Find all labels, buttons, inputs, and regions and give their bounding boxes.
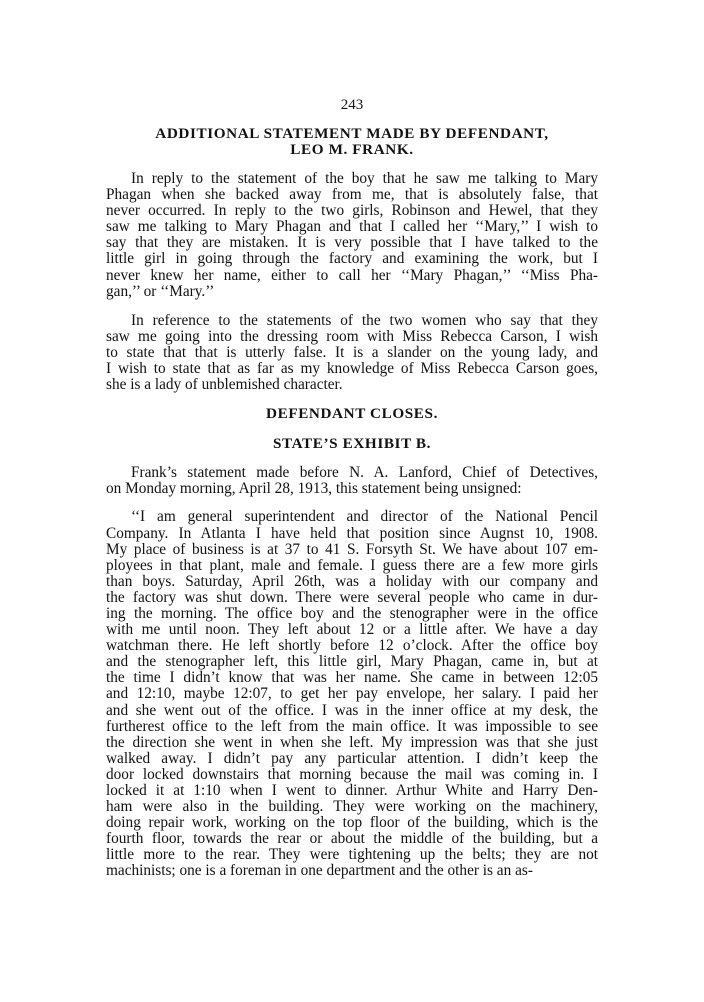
text-line: I wish to state that as far as my knowledge of Miss Rebecca Carson goes, bbox=[106, 360, 598, 378]
heading-defendant-closes: DEFENDANT CLOSES. bbox=[266, 405, 438, 423]
text-line: the factory was shut down. There were several people who came in dur- bbox=[106, 588, 598, 606]
text-line: never occurred. In reply to the two girls, Robinson and Hewel, that they bbox=[106, 202, 598, 220]
text-line: Frank’s statement made before N. A. Lanford, Chief of Detectives, bbox=[131, 464, 598, 482]
text-line: Company. In Atlanta I have held that position since Augnst 10, 1908. bbox=[106, 524, 598, 542]
paragraph-frank-statement bbox=[106, 509, 598, 879]
text-line: to state that that is utterly false. It is a slander on the young lady, and bbox=[106, 343, 598, 361]
text-line: walked away. I didn’t pay any particular attention. I didn’t keep the bbox=[106, 749, 598, 767]
text-line: saw me going into the dressing room with Miss Rebecca Carson, I wish bbox=[106, 327, 598, 345]
text-line: and she went out of the office. I was in the inner office at my desk, the bbox=[106, 701, 598, 719]
text-line: ham were also in the building. They were working on the machinery, bbox=[106, 798, 598, 816]
text-line: say that they are mistaken. It is very possible that I have talked to the bbox=[106, 234, 598, 252]
text-line: furtherest office to the left from the main office. It was impossible to see bbox=[106, 717, 598, 735]
text-line: ployees in that plant, male and female. I guess there are a few more girls bbox=[106, 556, 598, 574]
page-number: 243 bbox=[340, 97, 364, 113]
text-line: ‘‘I am general superintendent and director of the National Pencil bbox=[131, 508, 598, 526]
text-line: never knew her name, either to call her ‘‘Mary Phagan,’’ ‘‘Miss Pha- bbox=[106, 266, 598, 284]
text-line: doing repair work, working on the top floor of the building, which is the bbox=[106, 814, 598, 832]
text-line: than boys. Saturday, April 26th, was a holiday with our company and bbox=[106, 572, 598, 590]
text-line: saw me talking to Mary Phagan and that I called her ‘‘Mary,’’ I wish to bbox=[106, 218, 598, 236]
text-line: My place of business is at 37 to 41 S. Forsyth St. We have about 107 em- bbox=[106, 540, 598, 558]
text-line: and the stenographer left, this little girl, Mary Phagan, came in, but at bbox=[106, 653, 598, 671]
text-line: In reference to the statements of the two women who say that they bbox=[131, 311, 598, 329]
text-line: on Monday morning, April 28, 1913, this statement being unsigned: bbox=[106, 480, 522, 498]
text-line: In reply to the statement of the boy that he saw me talking to Mary bbox=[131, 170, 598, 187]
paragraph-reply-to-boy bbox=[106, 171, 598, 300]
text-line: gan,’’ or ‘‘Mary.’’ bbox=[106, 282, 215, 300]
text-line: watchman there. He left shortly before 12 o’clock. After the office boy bbox=[106, 637, 598, 655]
text-line: little girl in going through the factory and examining the work, but I bbox=[106, 250, 598, 268]
text-line: Phagan when she backed away from me, that is absolutely false, that bbox=[106, 186, 598, 204]
section-title-line-2: LEO M. FRANK. bbox=[290, 141, 414, 158]
text-line: little more to the rear. They were tightening up the belts; they are not bbox=[106, 846, 598, 864]
text-line: she is a lady of unblemished character. bbox=[106, 376, 343, 394]
text-line: locked it at 1:10 when I went to dinner. Arthur White and Harry Den- bbox=[106, 782, 598, 799]
text-line: and 12:10, maybe 12:07, to get her pay envelope, her salary. I paid her bbox=[106, 685, 598, 703]
text-line: with me until noon. They left about 12 or a little after. We have a day bbox=[106, 621, 598, 639]
text-line: fourth floor, towards the rear or about the middle of the building, but a bbox=[106, 830, 598, 848]
paragraph-statement-intro bbox=[106, 465, 598, 497]
section-title-line-1: ADDITIONAL STATEMENT MADE BY DEFENDANT, bbox=[155, 125, 549, 142]
text-line: door locked downstairs that morning because the mail was coming in. I bbox=[106, 765, 598, 783]
text-line: the time I didn’t know that was her name. She came in between 12:05 bbox=[106, 669, 598, 687]
document-page bbox=[106, 97, 598, 880]
text-line: machinists; one is a foreman in one department and the other is an as- bbox=[106, 862, 533, 880]
paragraph-reference-to-women bbox=[106, 313, 598, 393]
text-line: ing the morning. The office boy and the stenographer were in the office bbox=[106, 604, 598, 622]
heading-states-exhibit-b: STATE’S EXHIBIT B. bbox=[272, 435, 432, 453]
text-line: the direction she went in when she left. My impression was that she just bbox=[106, 733, 598, 751]
